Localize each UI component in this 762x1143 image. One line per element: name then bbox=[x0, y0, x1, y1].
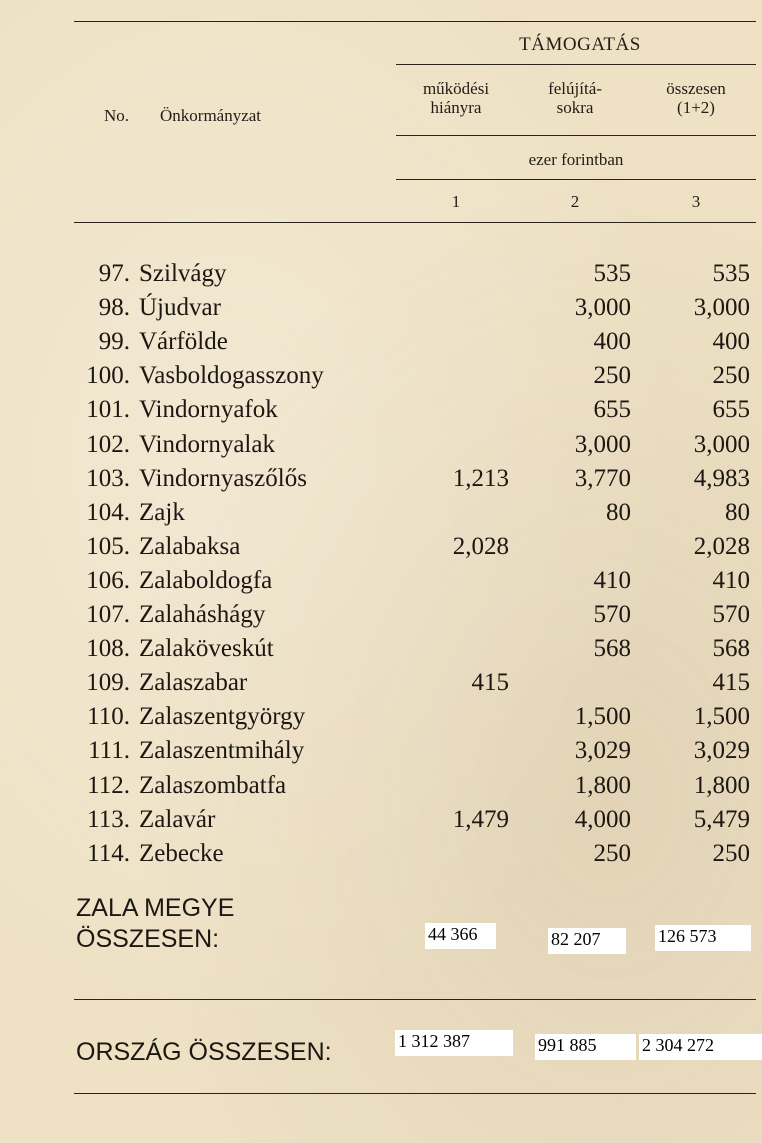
municipality-name: Vasboldogasszony bbox=[139, 362, 324, 389]
support-heading: TÁMOGATÁS bbox=[519, 34, 641, 55]
subheader-rule bbox=[396, 135, 756, 136]
operating-deficit-value: 2,028 bbox=[452, 533, 509, 560]
zala-total-col3: 126 573 bbox=[655, 925, 751, 951]
row-number: 113. bbox=[87, 806, 130, 833]
municipality-name: Zalaboldogfa bbox=[139, 567, 273, 594]
row-number: 112. bbox=[87, 772, 130, 799]
renovation-value: 1,800 bbox=[574, 772, 631, 799]
renovation-value: 3,029 bbox=[574, 737, 631, 764]
col2-index: 2 bbox=[570, 192, 580, 211]
row-number: 98. bbox=[98, 294, 130, 321]
renovation-value: 1,500 bbox=[574, 703, 631, 730]
total-value: 3,000 bbox=[693, 294, 750, 321]
total-value: 570 bbox=[712, 601, 750, 628]
table-row bbox=[0, 769, 762, 803]
zala-total-label bbox=[76, 893, 234, 955]
row-number: 105. bbox=[86, 533, 130, 560]
col2-header-line2: sokra bbox=[556, 98, 594, 117]
renovation-value: 3,770 bbox=[574, 465, 631, 492]
no-column-header: No. bbox=[104, 106, 130, 125]
table-row bbox=[0, 462, 762, 496]
header-bottom-rule bbox=[74, 222, 756, 223]
col1-index: 1 bbox=[451, 192, 461, 211]
operating-deficit-value: 1,213 bbox=[452, 465, 509, 492]
row-number: 114. bbox=[87, 840, 130, 867]
municipality-column-header: Önkormányzat bbox=[160, 106, 262, 125]
zala-total-label-line1: ZALA MEGYE bbox=[76, 894, 235, 922]
col2-header-line1: felújítá- bbox=[548, 79, 602, 98]
country-total-col1: 1 312 387 bbox=[395, 1030, 513, 1056]
total-value: 3,000 bbox=[693, 431, 750, 458]
table-row bbox=[0, 632, 762, 666]
renovation-value: 410 bbox=[593, 567, 631, 594]
municipality-name: Vindornyafok bbox=[139, 396, 278, 423]
row-number: 102. bbox=[86, 431, 130, 458]
total-value: 250 bbox=[712, 362, 750, 389]
table-row bbox=[0, 700, 762, 734]
operating-deficit-value: 415 bbox=[471, 669, 509, 696]
renovation-value: 250 bbox=[593, 840, 631, 867]
support-rule bbox=[396, 64, 756, 65]
col3-header-line2: (1+2) bbox=[677, 98, 715, 117]
renovation-value: 400 bbox=[593, 328, 631, 355]
municipality-name: Zalavár bbox=[139, 806, 216, 833]
total-value: 2,028 bbox=[693, 533, 750, 560]
row-number: 108. bbox=[86, 635, 130, 662]
row-number: 103. bbox=[86, 465, 130, 492]
row-number: 99. bbox=[98, 328, 130, 355]
row-number: 107. bbox=[86, 601, 130, 628]
total-value: 250 bbox=[712, 840, 750, 867]
total-value: 5,479 bbox=[693, 806, 750, 833]
renovation-value: 568 bbox=[593, 635, 631, 662]
operating-deficit-value: 1,479 bbox=[452, 806, 509, 833]
bottom-rule bbox=[74, 1093, 756, 1094]
table-row bbox=[0, 291, 762, 325]
zala-total-col2: 82 207 bbox=[548, 928, 626, 954]
table-row bbox=[0, 496, 762, 530]
renovation-value: 250 bbox=[593, 362, 631, 389]
total-value: 410 bbox=[712, 567, 750, 594]
renovation-value: 80 bbox=[606, 499, 631, 526]
col1-header-line2: hiányra bbox=[430, 98, 482, 117]
unit-rule bbox=[396, 179, 756, 180]
municipality-name: Zalabaksa bbox=[139, 533, 241, 560]
row-number: 110. bbox=[87, 703, 130, 730]
total-value: 415 bbox=[712, 669, 750, 696]
table-row bbox=[0, 393, 762, 427]
total-value: 568 bbox=[712, 635, 750, 662]
table-row bbox=[0, 734, 762, 768]
total-value: 400 bbox=[712, 328, 750, 355]
municipality-name: Zalaszombatfa bbox=[139, 772, 287, 799]
zala-total-rule bbox=[74, 999, 756, 1000]
zala-total-label-line2: ÖSSZESEN: bbox=[76, 925, 220, 953]
row-number: 109. bbox=[86, 669, 130, 696]
col1-header-line1: működési bbox=[422, 79, 490, 98]
country-total-col3: 2 304 272 bbox=[639, 1034, 762, 1060]
table-row bbox=[0, 837, 762, 871]
total-value: 3,029 bbox=[693, 737, 750, 764]
renovation-value: 3,000 bbox=[574, 294, 631, 321]
municipality-name: Zebecke bbox=[139, 840, 224, 867]
total-value: 1,500 bbox=[693, 703, 750, 730]
top-rule bbox=[74, 21, 756, 22]
table-row bbox=[0, 803, 762, 837]
table-row bbox=[0, 257, 762, 291]
municipality-name: Szilvágy bbox=[139, 260, 227, 287]
zala-total-col1: 44 366 bbox=[425, 923, 496, 949]
renovation-value: 570 bbox=[593, 601, 631, 628]
total-value: 80 bbox=[725, 499, 750, 526]
table-row bbox=[0, 666, 762, 700]
table-row bbox=[0, 325, 762, 359]
municipality-name: Zalaháshágy bbox=[139, 601, 266, 628]
table-row bbox=[0, 564, 762, 598]
renovation-value: 655 bbox=[593, 396, 631, 423]
total-value: 1,800 bbox=[693, 772, 750, 799]
renovation-value: 535 bbox=[593, 260, 631, 287]
col3-header-line1: összesen bbox=[666, 79, 726, 98]
municipality-name: Vindornyalak bbox=[139, 431, 275, 458]
renovation-value: 3,000 bbox=[574, 431, 631, 458]
row-number: 100. bbox=[86, 362, 130, 389]
col3-header bbox=[636, 79, 756, 117]
table-row bbox=[0, 359, 762, 393]
municipality-name: Várfölde bbox=[139, 328, 228, 355]
col2-header bbox=[520, 79, 630, 117]
col1-header bbox=[396, 79, 516, 117]
country-total-label: ORSZÁG ÖSSZESEN: bbox=[76, 1038, 332, 1066]
country-total-col2: 991 885 bbox=[535, 1034, 636, 1060]
row-number: 104. bbox=[86, 499, 130, 526]
row-number: 101. bbox=[86, 396, 130, 423]
total-value: 535 bbox=[712, 260, 750, 287]
municipality-name: Zalaszabar bbox=[139, 669, 248, 696]
table-row bbox=[0, 530, 762, 564]
renovation-value: 4,000 bbox=[574, 806, 631, 833]
municipality-name: Zajk bbox=[139, 499, 185, 526]
municipality-name: Vindornyaszőlős bbox=[139, 465, 307, 492]
row-number: 106. bbox=[86, 567, 130, 594]
table-row bbox=[0, 428, 762, 462]
municipality-name: Zalaszentmihály bbox=[139, 737, 305, 764]
table-row bbox=[0, 598, 762, 632]
unit-label: ezer forintban bbox=[528, 150, 624, 169]
municipality-name: Zalaköveskút bbox=[139, 635, 274, 662]
municipality-name: Újudvar bbox=[139, 294, 221, 321]
total-value: 655 bbox=[712, 396, 750, 423]
col3-index: 3 bbox=[691, 192, 701, 211]
row-number: 111. bbox=[88, 737, 130, 764]
municipality-name: Zalaszentgyörgy bbox=[139, 703, 306, 730]
row-number: 97. bbox=[98, 260, 130, 287]
total-value: 4,983 bbox=[693, 465, 750, 492]
